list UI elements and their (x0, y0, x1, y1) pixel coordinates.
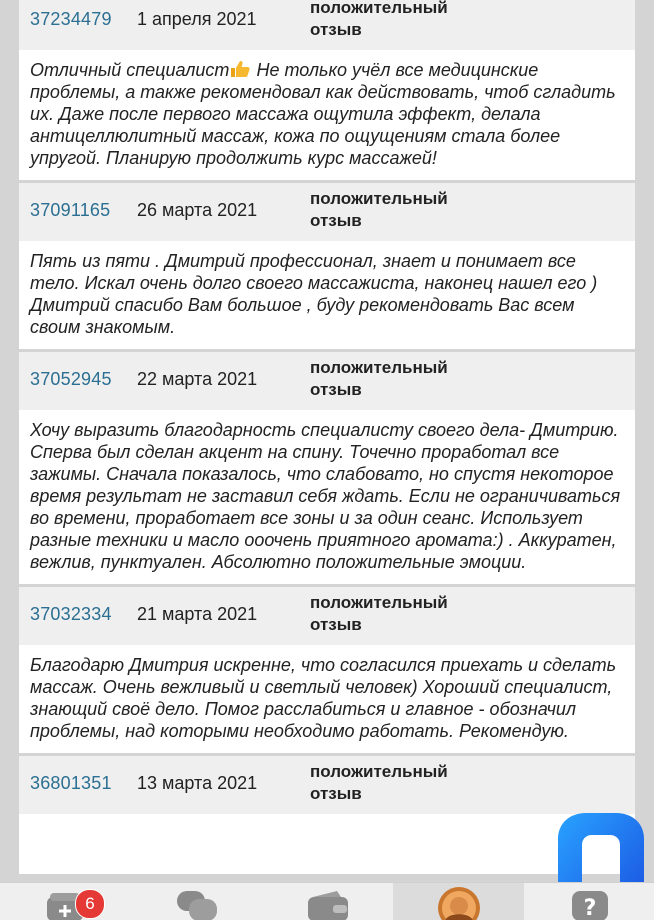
review-text (19, 50, 635, 180)
review-header (19, 0, 635, 50)
nav-orders[interactable] (0, 883, 131, 920)
review-id-link[interactable]: 37032334 (30, 604, 112, 624)
review-card (19, 0, 635, 180)
nav-wallet[interactable] (262, 883, 393, 920)
review-type: положительный отзыв (310, 189, 448, 230)
review-card (19, 587, 635, 753)
thumbs-up-icon (229, 60, 251, 78)
wallet-icon (307, 891, 349, 920)
review-header (19, 183, 635, 241)
review-text-part: Не только учёл все медицинские проблемы, а также рекомендовал как действовать, чтоб сгладить их. Даже после первого массажа ощутила эффект, делала антицеллюлитный массаж, кожа по ощущениям стала более упругой. Планирую продолжить курс массажей! (30, 60, 616, 168)
review-text: Хочу выразить благодарность специалисту своего дела- Дмитрию. Сперва был сделан акцент на спину. Точечно проработал все зажимы. Сначала показалось, что слабовато, но спустя некоторое время результат не заставил себя ждать. Если не ограничиваться во времени, проработает все зоны и за один сеанс. Использует разные техники и масло ооочень приятного аромата:) . Аккуратен, вежлив, пунктуален. Абсолютно положительные эмоции. (19, 410, 635, 584)
avatar (437, 886, 481, 920)
review-date: 13 марта 2021 (137, 773, 258, 793)
review-date: 21 марта 2021 (137, 604, 258, 624)
svg-text:?: ? (583, 896, 597, 920)
review-header (19, 756, 635, 814)
review-text (19, 814, 635, 874)
review-id-link[interactable]: 37052945 (30, 369, 112, 389)
review-type: положительный отзыв (310, 593, 448, 634)
review-header (19, 587, 635, 645)
review-type: положительный отзыв (310, 0, 448, 39)
review-card (19, 183, 635, 349)
nav-messages[interactable] (131, 883, 262, 920)
help-icon (572, 891, 608, 920)
review-date: 26 марта 2021 (137, 200, 258, 220)
bottom-nav (0, 882, 654, 920)
nav-profile[interactable] (393, 883, 524, 920)
review-date: 1 апреля 2021 (137, 9, 257, 29)
review-id-link[interactable]: 37234479 (30, 9, 112, 29)
review-id-link[interactable]: 37091165 (30, 200, 111, 220)
review-date: 22 марта 2021 (137, 369, 258, 389)
nav-help[interactable] (524, 883, 654, 920)
review-text: Пять из пяти . Дмитрий профессионал, знает и понимает все тело. Искал очень долго своего массажиста, наконец нашел его ) Дмитрий спасибо Вам большое , буду рекомендовать Вас всем своим знакомым. (19, 241, 635, 349)
review-type: положительный отзыв (310, 762, 448, 803)
review-text-part: Отличный специалист (30, 60, 230, 80)
orders-badge: 6 (75, 889, 105, 919)
review-card (19, 756, 635, 874)
reviews-list (19, 0, 635, 877)
review-header (19, 352, 635, 410)
review-card (19, 352, 635, 584)
chat-icon (175, 889, 219, 920)
review-text: Благодарю Дмитрия искренне, что согласился приехать и сделать массаж. Очень вежливый и светлый человек) Хороший специалист, знающий своё дело. Помог расслабиться и главное - обозначил проблемы, над которыми необходимо работать. Рекомендую. (19, 645, 635, 753)
review-type: положительный отзыв (310, 358, 448, 399)
review-id-link[interactable]: 36801351 (30, 773, 112, 793)
